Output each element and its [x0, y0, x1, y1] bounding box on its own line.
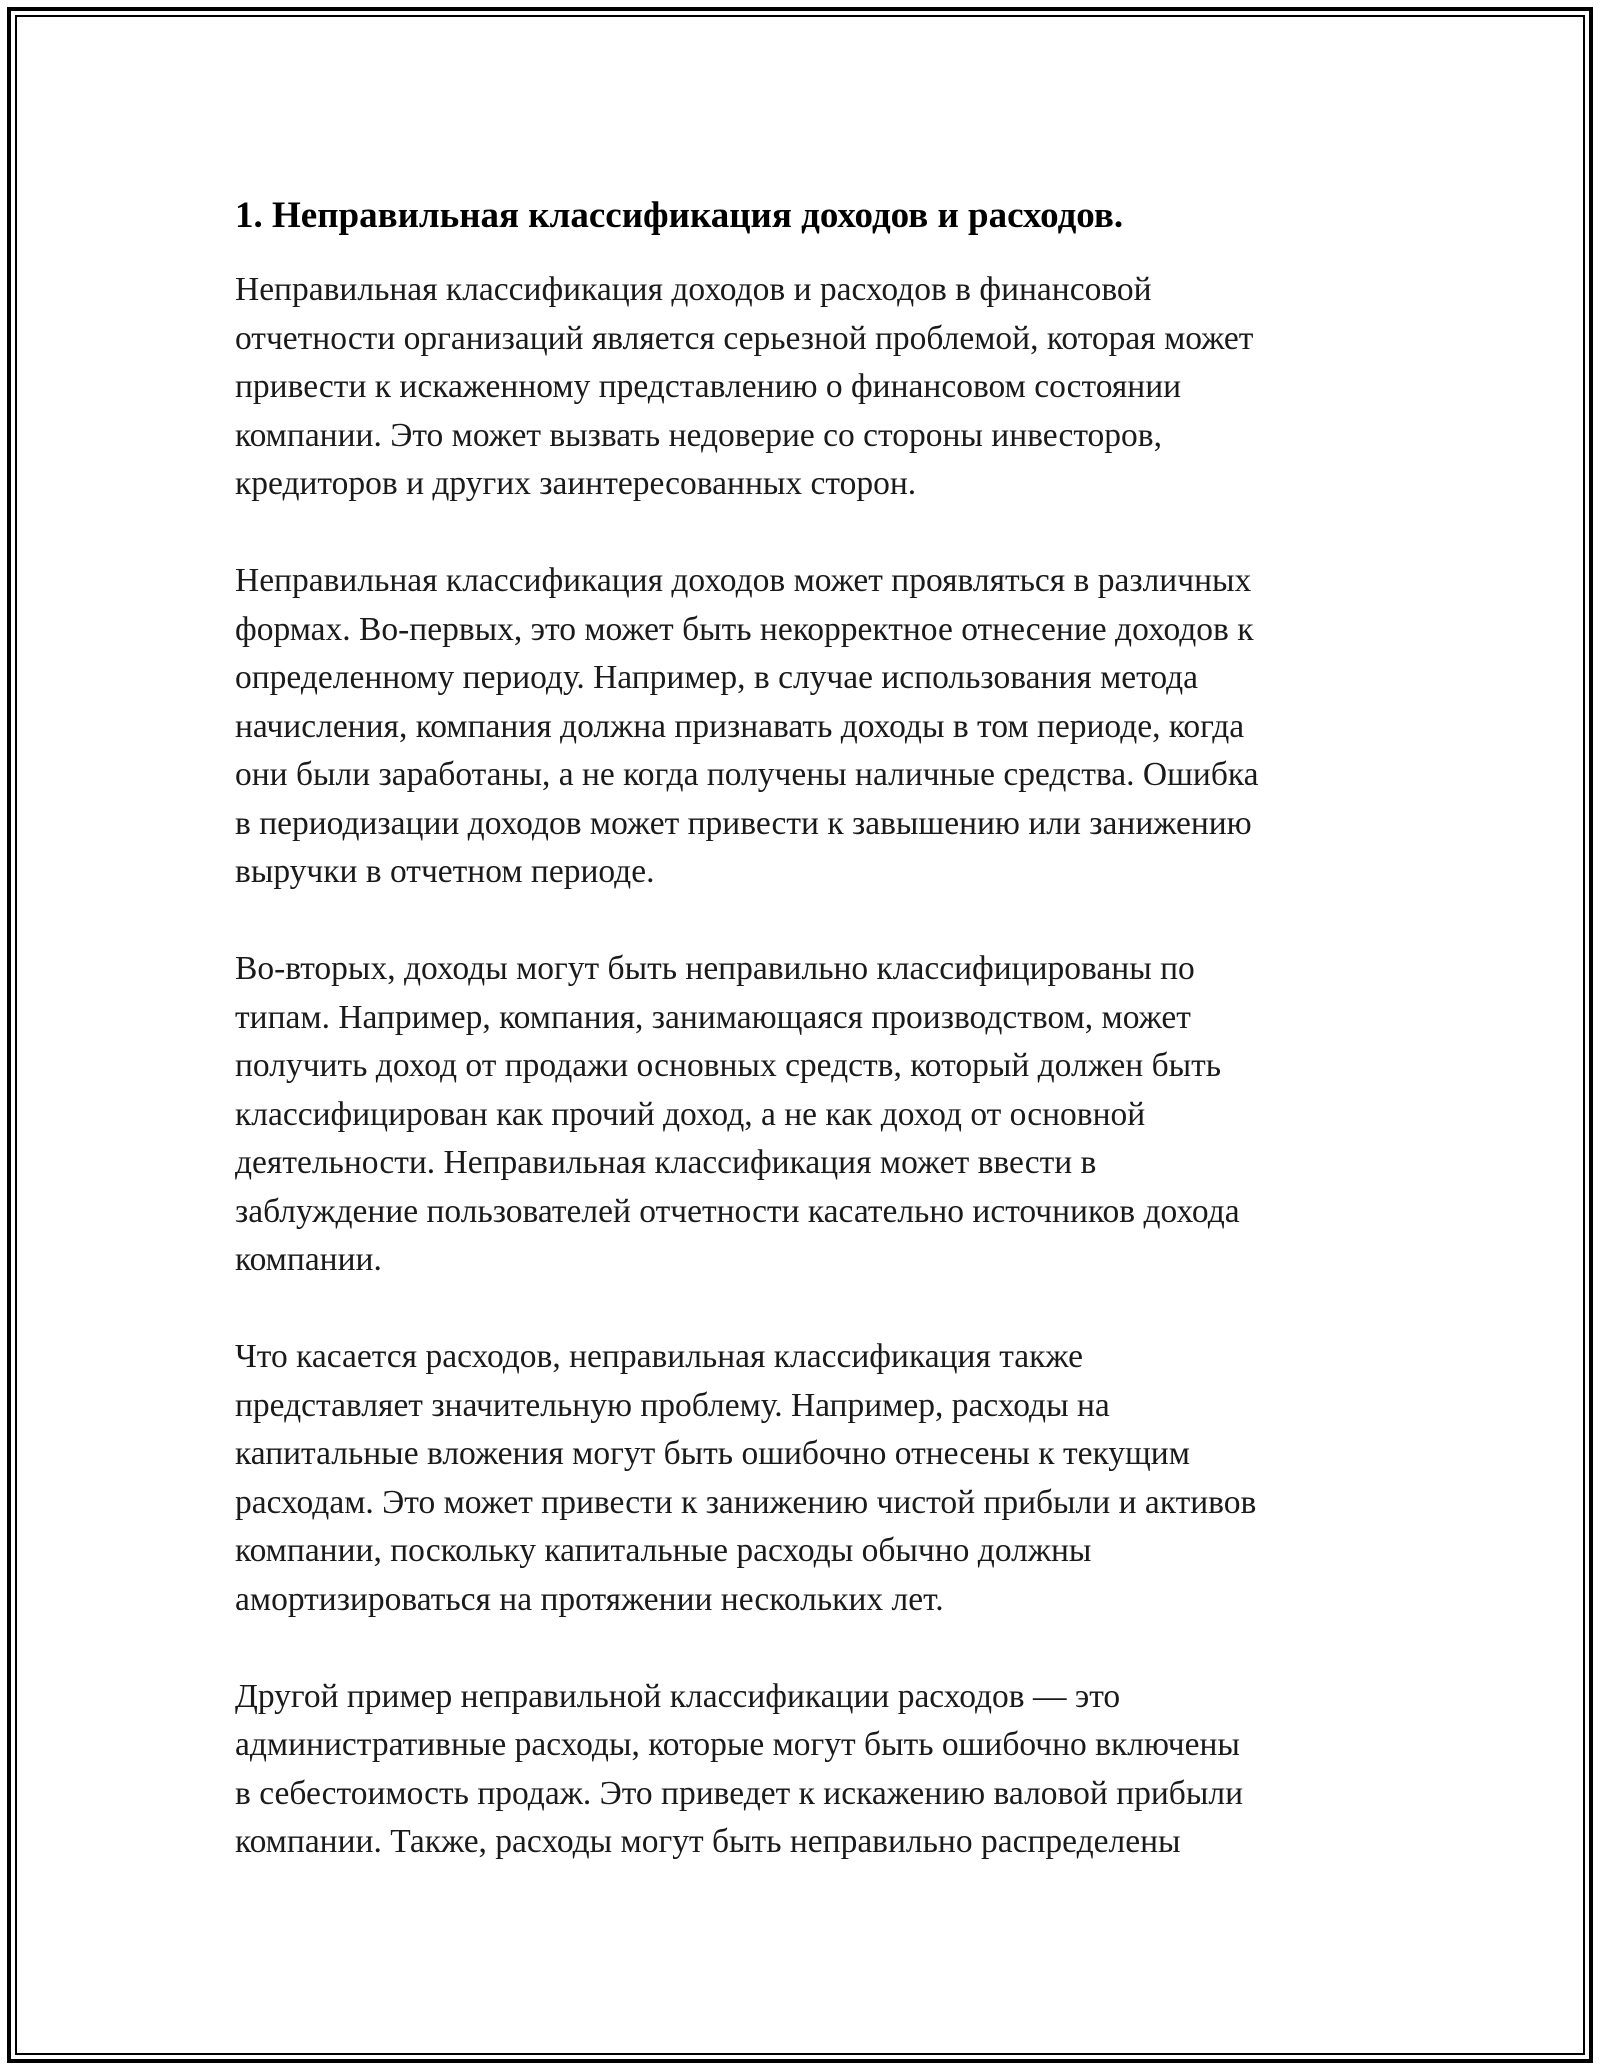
paragraph-line: начисления, компания должна признавать доходы в том периоде, когда — [235, 707, 1245, 745]
paragraph-2 — [235, 557, 1380, 897]
paragraph-line: расходам. Это может привести к занижению чистой прибыли и активов — [235, 1483, 1257, 1521]
paragraph-line: в себестоимость продаж. Это приведет к искажению валовой прибыли — [235, 1774, 1243, 1812]
paragraph-5 — [235, 1673, 1380, 1867]
paragraph-line: в периодизации доходов может привести к завышению или занижению — [235, 804, 1252, 842]
paragraph-line: компании. Также, расходы могут быть неправильно распределены — [235, 1823, 1181, 1860]
paragraph-line: кредиторов и других заинтересованных сторон. — [235, 465, 917, 502]
paragraph-line: они были заработаны, а не когда получены наличные средства. Ошибка — [235, 756, 1259, 793]
paragraph-line: привести к искаженному представлению о финансовом состоянии — [235, 368, 1182, 405]
paragraph-1 — [235, 266, 1380, 509]
paragraph-line: Другой пример неправильной классификации расходов — это — [235, 1677, 1121, 1715]
paragraph-line: Во-вторых, доходы могут быть неправильно классифицированы по — [235, 950, 1195, 987]
paragraph-3 — [235, 945, 1380, 1285]
paragraph-line: компании. Это может вызвать недоверие со стороны инвесторов, — [235, 416, 1162, 454]
paragraph-line: Неправильная классификация доходов и расходов в финансовой — [235, 271, 1152, 308]
paragraph-4 — [235, 1333, 1380, 1624]
paragraph-line: представляет значительную проблему. Например, расходы на — [235, 1386, 1110, 1424]
paragraph-line: деятельности. Неправильная классификация может ввести в — [235, 1144, 1097, 1181]
paragraph-line: Что касается расходов, неправильная классификация также — [235, 1338, 1083, 1375]
document-body — [235, 192, 1380, 1867]
paragraph-line: формах. Во-первых, это может быть некорректное отнесение доходов к — [235, 610, 1254, 648]
paragraph-line: заблуждение пользователей отчетности касательно источников дохода — [235, 1192, 1240, 1230]
paragraph-line: типам. Например, компания, занимающаяся производством, может — [235, 998, 1191, 1036]
paragraph-line: административные расходы, которые могут быть ошибочно включены — [235, 1726, 1240, 1763]
paragraph-line: определенному периоду. Например, в случае использования метода — [235, 659, 1199, 696]
section-heading: 1. Неправильная классификация доходов и расходов. — [235, 195, 1124, 236]
paragraph-line: капитальные вложения могут быть ошибочно отнесены к текущим — [235, 1435, 1190, 1472]
paragraph-line: амортизироваться на протяжении нескольких лет. — [235, 1580, 944, 1618]
paragraph-line: получить доход от продажи основных средств, который должен быть — [235, 1047, 1222, 1084]
paragraph-line: выручки в отчетном периоде. — [235, 853, 655, 890]
paragraph-line: компании. — [235, 1241, 382, 1278]
paragraph-line: Неправильная классификация доходов может проявляться в различных — [235, 562, 1252, 599]
paragraph-line: отчетности организаций является серьезной проблемой, которая может — [235, 319, 1254, 357]
paragraph-line: классифицирован как прочий доход, а не как доход от основной — [235, 1095, 1146, 1133]
paragraph-line: компании, поскольку капитальные расходы обычно должны — [235, 1532, 1092, 1569]
